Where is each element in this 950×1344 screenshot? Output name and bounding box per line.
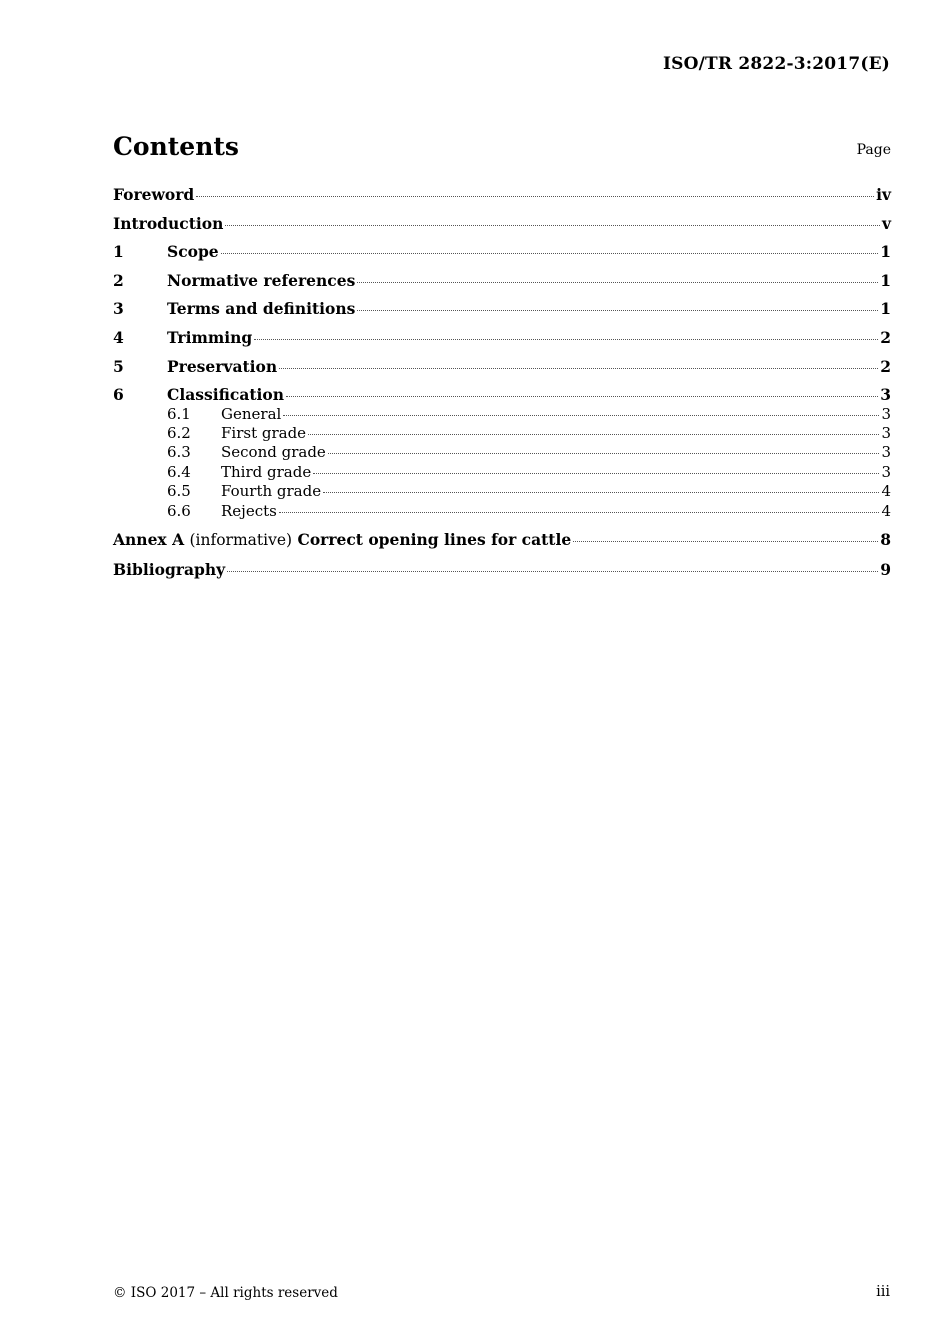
toc-entry-number: 6	[113, 385, 124, 405]
toc-entry-number: 2	[113, 270, 124, 290]
toc-entry-page: 2	[880, 356, 891, 376]
toc-entry-bibliography[interactable]	[113, 560, 891, 579]
toc-entry-number: 1	[113, 242, 124, 262]
toc-entry-title: Scope	[167, 242, 219, 262]
toc-entry-number: 6.4	[167, 462, 191, 481]
toc-entry-page: 4	[881, 501, 891, 520]
toc-entry-title: Trimming	[167, 327, 253, 347]
toc-entry-subclause-6-5[interactable]	[113, 482, 891, 501]
dot-leader	[221, 253, 879, 254]
toc-entry-page: 1	[880, 242, 891, 262]
dot-leader	[308, 434, 879, 435]
toc-entry-number: 6.2	[167, 423, 191, 442]
toc-entry-title: Introduction	[113, 213, 224, 233]
toc-entry-clause-1[interactable]	[113, 242, 891, 261]
toc-entry-page: 4	[881, 482, 891, 501]
toc-entry-clause-4[interactable]	[113, 328, 891, 347]
toc-entry-page: 8	[880, 530, 891, 550]
toc-entry-subclause-6-6[interactable]	[113, 502, 891, 521]
copyright-notice: © ISO 2017 – All rights reserved	[113, 1285, 338, 1301]
toc-entry-title: Foreword	[113, 185, 195, 204]
dot-leader	[328, 453, 880, 454]
toc-entry-page: 2	[880, 327, 891, 347]
toc-entry-annex-a[interactable]	[113, 530, 891, 550]
toc-entry-number: 6.6	[167, 501, 191, 520]
toc-entry-page: 9	[880, 559, 891, 579]
document-identifier: ISO/TR 2822-3:2017(E)	[663, 54, 890, 74]
toc-entry-title: General	[221, 404, 282, 423]
toc-entry-number: 6.5	[167, 482, 191, 501]
toc-entry-title: First grade	[221, 423, 307, 442]
annex-type: (informative)	[189, 531, 293, 550]
toc-entry-page: 3	[881, 404, 891, 423]
toc-entry-number: 3	[113, 299, 124, 319]
toc-entry-title: Second grade	[221, 443, 326, 462]
toc-entry-page: 3	[881, 462, 891, 481]
table-of-contents	[113, 185, 891, 579]
toc-entry-title: Third grade	[221, 462, 312, 481]
toc-entry-number: 5	[113, 356, 124, 376]
dot-leader	[313, 473, 879, 474]
toc-entry-subclause-6-1[interactable]	[113, 405, 891, 424]
toc-entry-number: 6.3	[167, 443, 191, 462]
contents-heading-row	[113, 132, 891, 166]
toc-entry-subclause-6-2[interactable]	[113, 424, 891, 443]
toc-entry-title: Terms and definitions	[167, 299, 356, 319]
toc-entry-foreword[interactable]	[113, 185, 891, 204]
toc-entry-page: 3	[881, 423, 891, 442]
dot-leader	[196, 196, 874, 197]
toc-entry-number: 4	[113, 327, 124, 347]
toc-entry-page: 1	[880, 299, 891, 319]
toc-entry-subclause-6-4[interactable]	[113, 463, 891, 482]
page-number: iii	[876, 1284, 890, 1300]
toc-entry-page: 3	[880, 385, 891, 405]
dot-leader	[283, 415, 879, 416]
dot-leader	[323, 492, 879, 493]
toc-entry-page: 1	[880, 270, 891, 290]
dot-leader	[227, 571, 878, 572]
toc-entry-page: iv	[876, 185, 891, 204]
dot-leader	[279, 512, 880, 513]
toc-entry-page: 3	[881, 443, 891, 462]
dot-leader	[357, 282, 878, 283]
toc-entry-number: 6.1	[167, 404, 191, 423]
dot-leader	[225, 225, 880, 226]
toc-entry-introduction[interactable]	[113, 214, 891, 233]
toc-entry-clause-6[interactable]	[113, 385, 891, 404]
dot-leader	[357, 310, 878, 311]
toc-entry-title: Classification	[167, 385, 285, 405]
dot-leader	[279, 368, 878, 369]
dot-leader	[286, 396, 878, 397]
dot-leader	[573, 541, 878, 542]
page-column-label: Page	[856, 142, 891, 158]
toc-entry-title: Normative references	[167, 270, 356, 290]
dot-leader	[254, 339, 878, 340]
toc-entry-subclause-6-3[interactable]	[113, 443, 891, 462]
toc-entry-title: Preservation	[167, 356, 278, 376]
toc-entry-title: Fourth grade	[221, 482, 322, 501]
contents-title: Contents	[113, 132, 240, 161]
toc-entry-clause-5[interactable]	[113, 357, 891, 376]
toc-entry-title: Bibliography	[113, 559, 226, 579]
annex-label: Annex A	[113, 530, 185, 550]
toc-entry-clause-3[interactable]	[113, 299, 891, 318]
toc-entry-title: Correct opening lines for cattle	[297, 530, 572, 550]
toc-entry-clause-2[interactable]	[113, 271, 891, 290]
toc-entry-page: v	[881, 213, 891, 233]
toc-entry-title: Rejects	[221, 501, 277, 520]
